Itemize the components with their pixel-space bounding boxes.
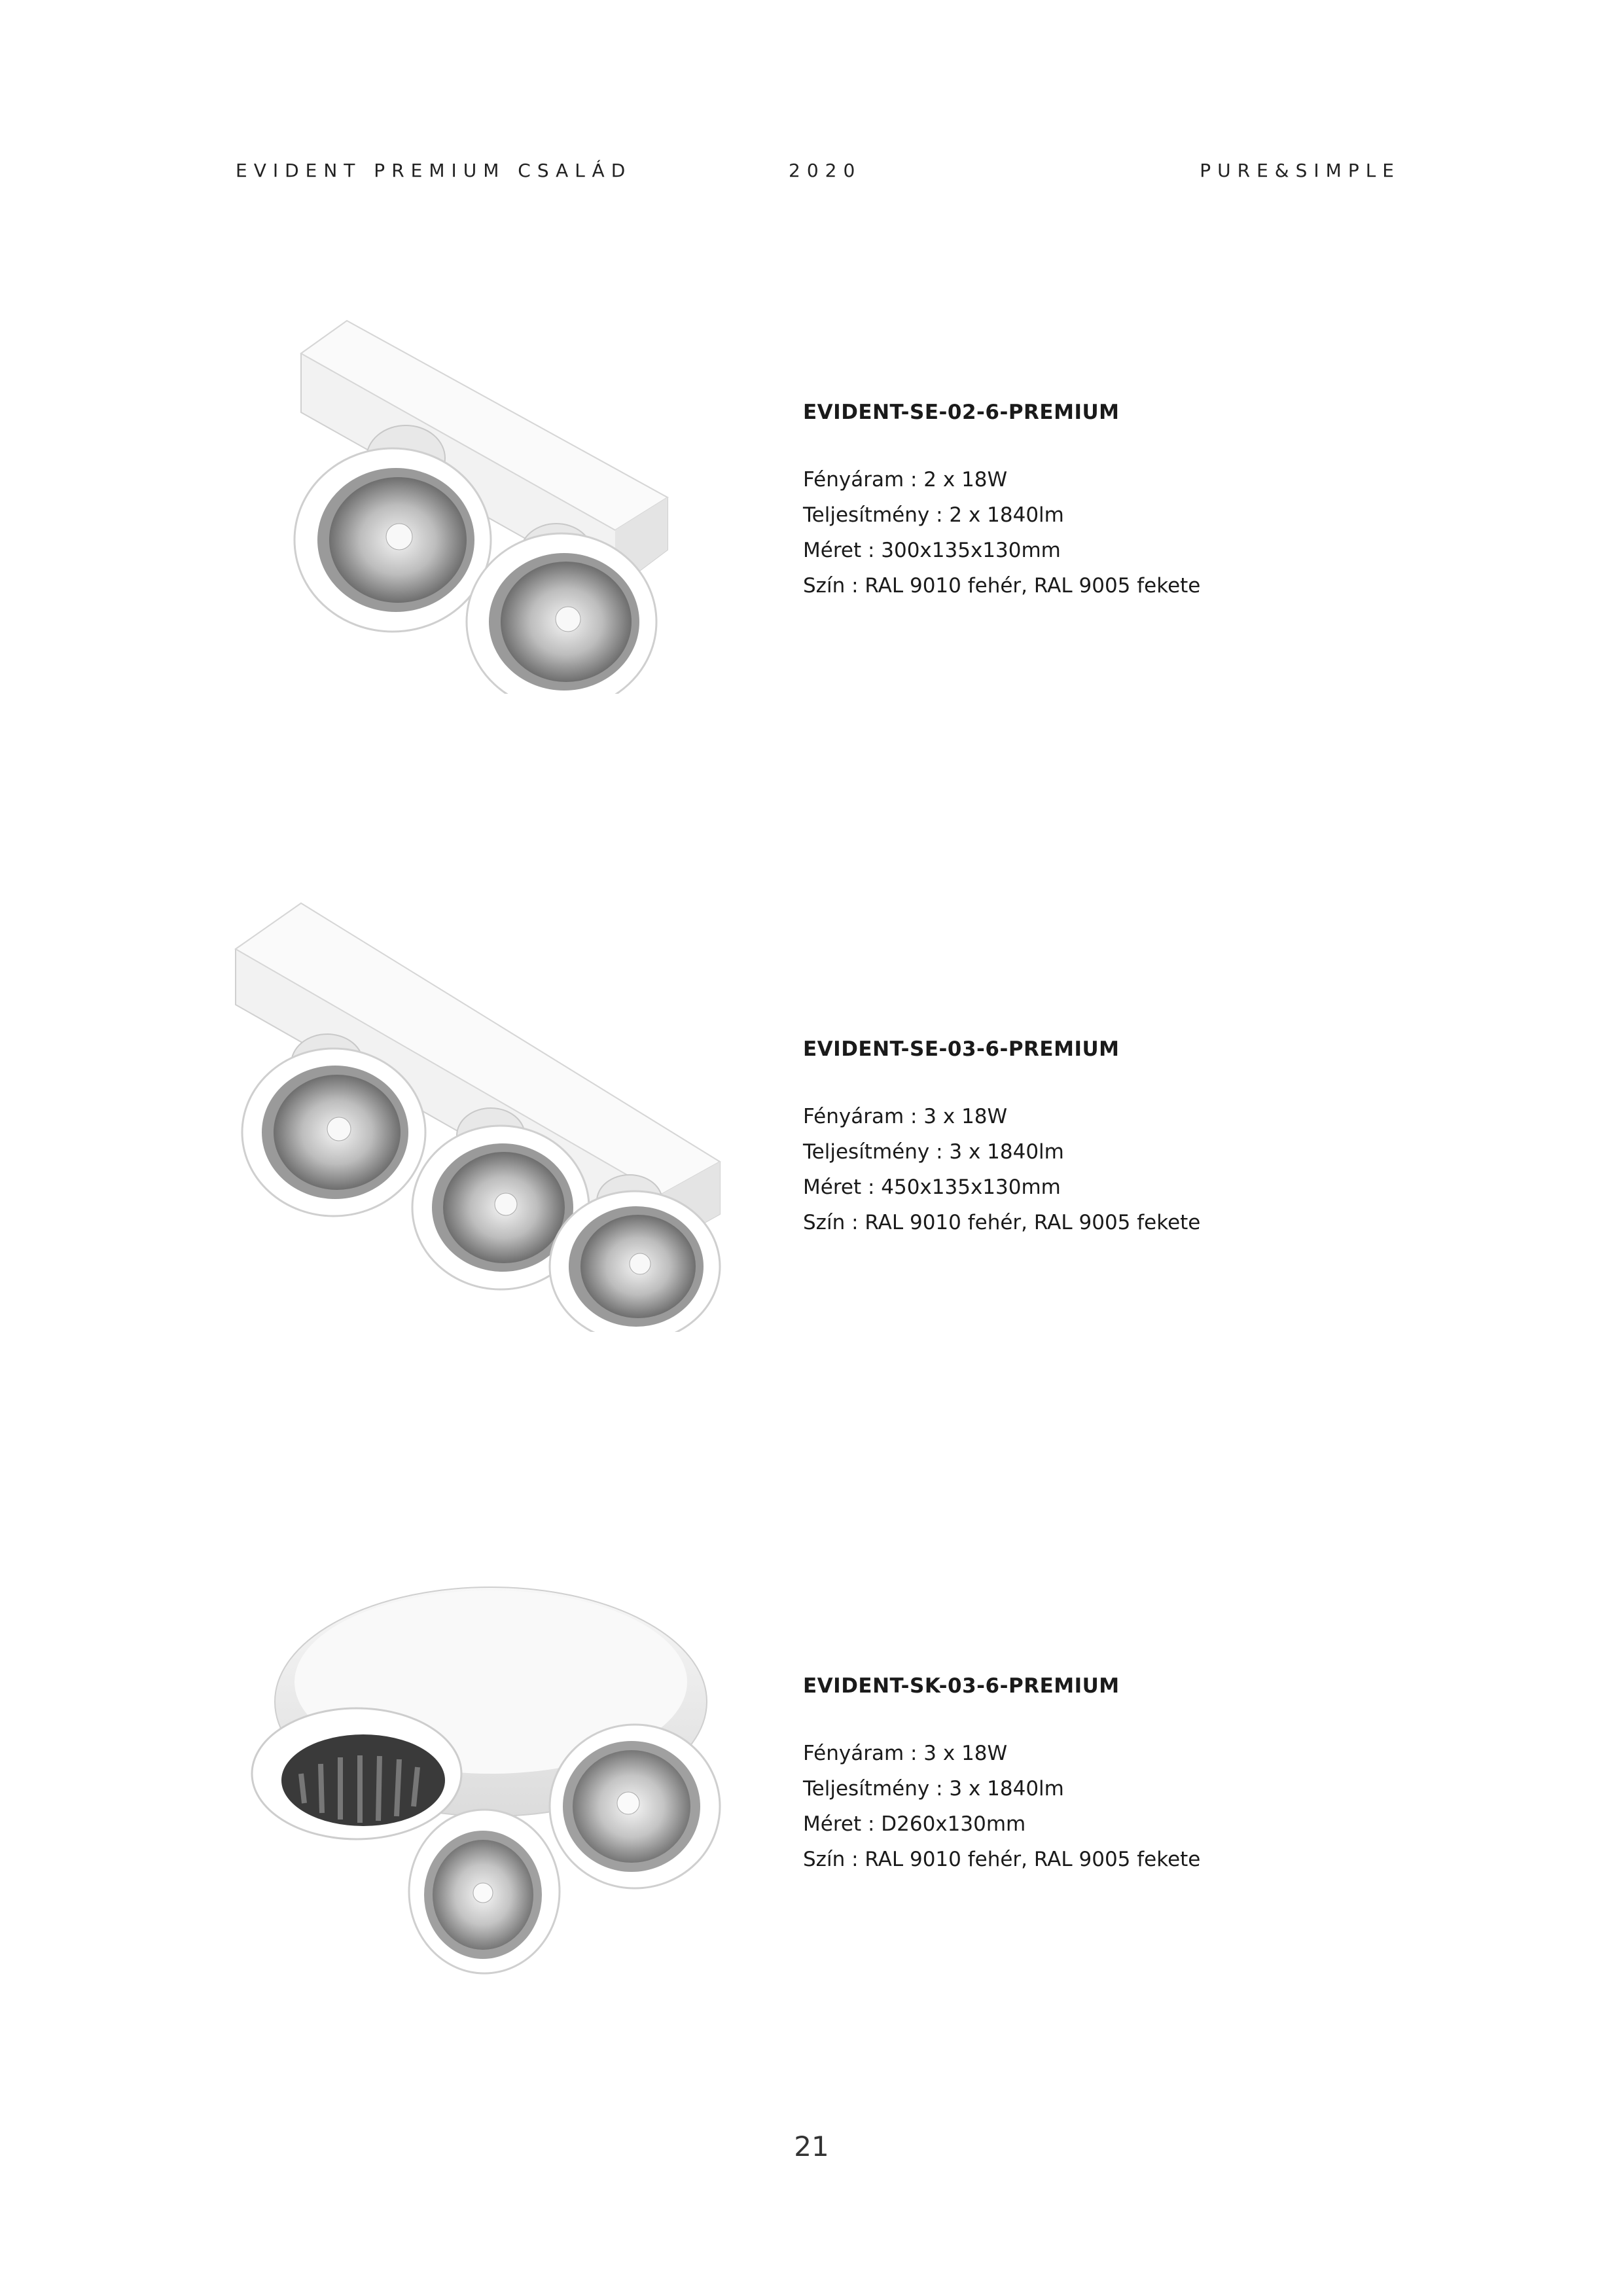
product-name: EVIDENT-SK-03-6-PREMIUM bbox=[803, 1674, 1120, 1698]
spec-color: Szín : RAL 9010 fehér, RAL 9005 fekete bbox=[803, 1848, 1201, 1871]
spec-size: Méret : 300x135x130mm bbox=[803, 539, 1061, 562]
product-block-se-03 bbox=[803, 1037, 1200, 1240]
product-block-sk-03 bbox=[803, 1674, 1200, 1877]
product-name: EVIDENT-SE-03-6-PREMIUM bbox=[803, 1037, 1120, 1061]
spec-power: Teljesítmény : 3 x 1840lm bbox=[803, 1140, 1064, 1164]
product-name: EVIDENT-SE-02-6-PREMIUM bbox=[803, 401, 1120, 424]
spec-size: Méret : D260x130mm bbox=[803, 1812, 1026, 1836]
header-year: 2020 bbox=[789, 160, 862, 181]
spec-color: Szín : RAL 9010 fehér, RAL 9005 fekete bbox=[803, 1211, 1201, 1234]
header-family-title: EVIDENT PREMIUM CSALÁD bbox=[236, 160, 632, 181]
product-block-se-02 bbox=[803, 401, 1200, 603]
product-image-se-03 bbox=[229, 900, 726, 1332]
spec-luminous-flux: Fényáram : 2 x 18W bbox=[803, 468, 1008, 492]
spec-color: Szín : RAL 9010 fehér, RAL 9005 fekete bbox=[803, 574, 1201, 598]
spec-luminous-flux: Fényáram : 3 x 18W bbox=[803, 1105, 1008, 1128]
header-brand: PURE&SIMPLE bbox=[1200, 160, 1400, 181]
page-number: 21 bbox=[794, 2130, 829, 2162]
product-image-sk-03 bbox=[242, 1577, 740, 1983]
spec-size: Méret : 450x135x130mm bbox=[803, 1175, 1061, 1199]
spec-power: Teljesítmény : 3 x 1840lm bbox=[803, 1777, 1064, 1801]
spec-luminous-flux: Fényáram : 3 x 18W bbox=[803, 1742, 1008, 1765]
spec-power: Teljesítmény : 2 x 1840lm bbox=[803, 503, 1064, 527]
product-image-se-02 bbox=[288, 314, 681, 694]
